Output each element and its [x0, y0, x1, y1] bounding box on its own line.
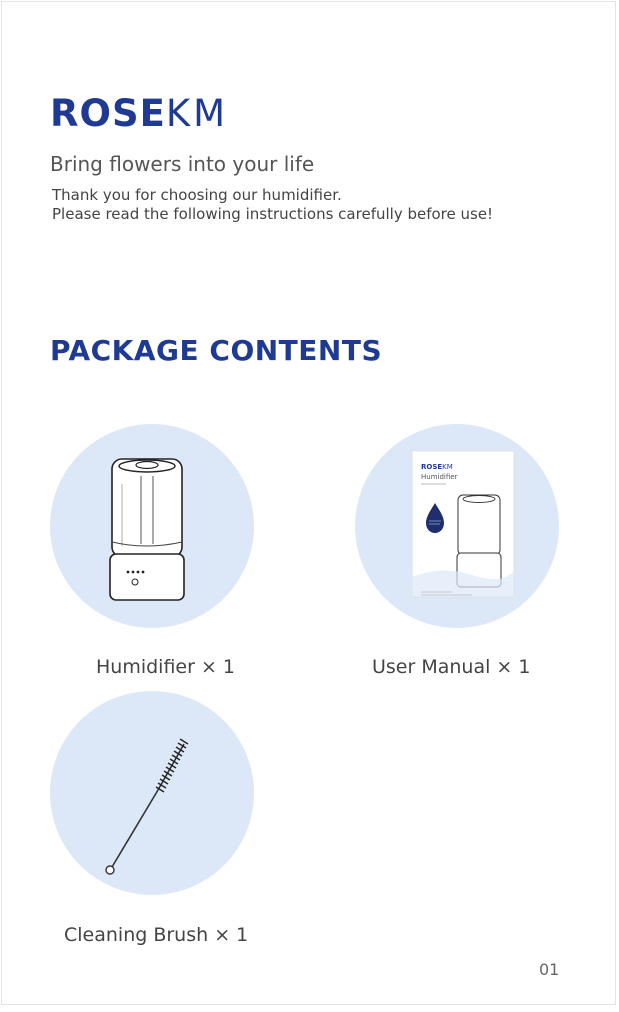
manual-brand-light: KM: [442, 463, 453, 471]
intro-text: [52, 186, 493, 224]
item-label-manual: User Manual × 1: [372, 656, 531, 678]
brand-logo: [50, 92, 228, 135]
page-number: 01: [539, 960, 560, 979]
brand-name-light: KM: [165, 92, 229, 135]
svg-text:ROSEKM: [421, 463, 453, 471]
brand-name-bold: ROSE: [50, 92, 166, 135]
manual-icon: [412, 451, 514, 597]
item-label-humidifier: Humidifier × 1: [96, 656, 236, 678]
manual-title: Humidifier: [421, 473, 458, 481]
package-contents-title: PACKAGE CONTENTS: [50, 334, 383, 367]
intro-line-1: Thank you for choosing our humidifier.: [52, 186, 342, 204]
item-label-brush: Cleaning Brush × 1: [64, 924, 249, 946]
tagline: Bring flowers into your life: [50, 152, 315, 176]
brush-icon: [102, 730, 202, 880]
humidifier-icon: [102, 454, 192, 604]
intro-line-2: Please read the following instructions carefully before use!: [52, 205, 494, 223]
manual-brand-bold: ROSE: [421, 463, 443, 471]
manual-page: [1, 1, 616, 1005]
